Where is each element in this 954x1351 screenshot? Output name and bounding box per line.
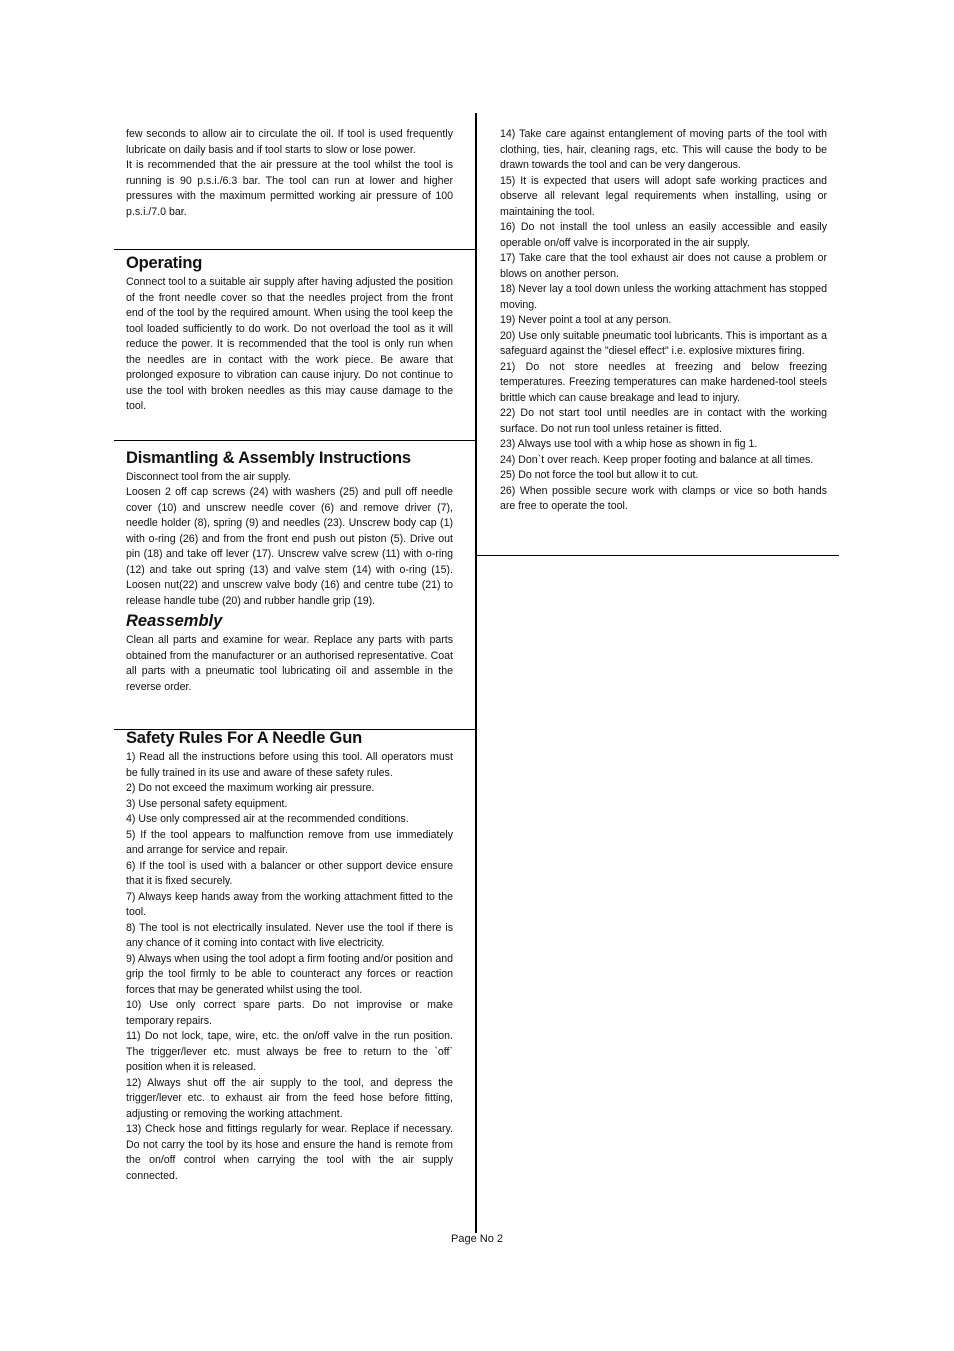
page-number: Page No 2 xyxy=(451,1233,503,1245)
safety-rule: 1) Read all the instructions before using this tool. All operators must be fully trained in its use and aware of these safety rules. xyxy=(126,751,453,779)
safety-rule: 6) If the tool is used with a balancer or other support device ensure that it is fixed securely. xyxy=(126,859,453,887)
safety-rule: 9) Always when using the tool adopt a firm footing and/or position and grip the tool firmly to be able to counteract any forces or reaction forces that may be generated whilst using the tool. xyxy=(126,952,453,996)
operating-section xyxy=(126,253,453,415)
section-heading-safety: Safety Rules For A Needle Gun xyxy=(126,729,362,747)
subheading-reassembly: Reassembly xyxy=(126,612,223,630)
safety-rule: 13) Check hose and fittings regularly for wear. Replace if necessary. Do not carry the tool by its hose and ensure the hand is remote from the on/off control when carrying the tool with the air supply connected. xyxy=(126,1123,453,1182)
dismantling-paragraph: Disconnect tool from the air supply. xyxy=(126,470,291,483)
intro-section xyxy=(126,127,453,220)
safety-rule: 5) If the tool appears to malfunction remove from use immediately and arrange for service and repair. xyxy=(126,828,453,856)
safety-rule: 11) Do not lock, tape, wire, etc. the on/off valve in the run position. The trigger/lever etc. must always be free to return to the `off` position when it is released. xyxy=(126,1030,453,1073)
safety-rule: 24) Don`t over reach. Keep proper footing and balance at all times. xyxy=(500,453,814,466)
intro-paragraph: few seconds to allow air to circulate the oil. If tool is used frequently lubricate on daily basis and if tool starts to slow or lose power. xyxy=(126,128,453,156)
safety-rule: 16) Do not install the tool unless an easily accessible and easily operable on/off valve is incorporated in the air supply. xyxy=(500,221,827,249)
safety-rule: 10) Use only correct spare parts. Do not improvise or make temporary repairs. xyxy=(126,999,453,1027)
safety-rule: 22) Do not start tool until needles are in contact with the working surface. Do not run tool unless retainer is fitted. xyxy=(500,407,827,435)
column-divider xyxy=(475,113,477,1233)
safety-rule: 8) The tool is not electrically insulated. Never use the tool if there is any chance of it coming into contact with live electricity. xyxy=(126,921,453,949)
safety-rule: 26) When possible secure work with clamps or vice so both hands are free to operate the tool. xyxy=(500,484,827,512)
safety-rule: 7) Always keep hands away from the working attachment fitted to the tool. xyxy=(126,890,453,918)
operating-body: Connect tool to a suitable air supply after having adjusted the position of the front needle cover so that the needles project from the front end of the tool by the required amount. When using the tool keep the tool loaded sufficiently to do work. Do not overload the tool as it will reduce the power. It is recommended that the tool is only run when the needles are in contact with the work piece. Be aware that prolonged exposure to vibration can cause injury. Do not continue to use the tool with broken needles as this may cause damage to the tool. xyxy=(126,276,453,412)
safety-rule: 17) Take care that the tool exhaust air does not cause a problem or blows on another person. xyxy=(500,252,827,280)
safety-rule: 23) Always use tool with a whip hose as shown in fig 1. xyxy=(500,438,758,450)
dismantling-section xyxy=(126,448,453,696)
safety-section xyxy=(126,728,453,1184)
safety-rule: 4) Use only compressed air at the recommended conditions. xyxy=(126,813,409,825)
safety-rule: 25) Do not force the tool but allow it to cut. xyxy=(500,469,699,481)
safety-rule: 3) Use personal safety equipment. xyxy=(126,797,288,810)
safety-rule: 2) Do not exceed the maximum working air pressure. xyxy=(126,782,375,794)
intro-paragraph: It is recommended that the air pressure at the tool whilst the tool is running is 90 p.s.i./6.3 bar. The tool can run at lower and higher pressures with the maximum permitted working air pressure of 100 p.s.i./7.0 bar. xyxy=(126,159,453,218)
section-heading-operating: Operating xyxy=(126,254,203,272)
right-column xyxy=(500,127,827,515)
dismantling-paragraph: Loosen 2 off cap screws (24) with washers (25) and pull off needle cover (10) and unscrew needle cover (6) and remove driver (7), needle holder (8), spring (9) and needles (23). Unscrew body cap (1) with o-ring (26) and from the front end push out piston (5). Drive out pin (18) and take off lever (17). Unscrew valve screw (11) with o-ring (12) and take out spring (13) and valve stem (14) with o-ring (15). Loosen nut(22) and unscrew valve body (16) and centre tube (21) to release handle tube (20) and rubber handle grip (19). xyxy=(126,486,453,607)
safety-rule: 18) Never lay a tool down unless the working attachment has stopped moving. xyxy=(500,283,827,311)
section-heading-dismantling: Dismantling & Assembly Instructions xyxy=(126,448,411,467)
safety-rule: 19) Never point a tool at any person. xyxy=(500,314,672,326)
safety-rule: 12) Always shut off the air supply to the tool, and depress the trigger/lever etc. to exhaust air from the feed hose before fitting, adjusting or removing the working attachment. xyxy=(126,1076,453,1120)
safety-rule: 21) Do not store needles at freezing and below freezing temperatures. Freezing temperatures can make hardened-tool steels brittle which can cause breakage and lead to injury. xyxy=(500,360,827,404)
safety-rule: 20) Use only suitable pneumatic tool lubricants. This is important as a safeguard against the "diesel effect" i.e. explosive mixtures firing. xyxy=(500,329,827,357)
left-column xyxy=(126,127,453,1184)
safety-rule: 15) It is expected that users will adopt safe working practices and observe all relevant legal requirements when installing, using or maintaining the tool. xyxy=(500,174,827,218)
safety-rule: 14) Take care against entanglement of moving parts of the tool with clothing, ties, hair, cleaning rags, etc. This will cause the body to be drawn towards the tool and can be very dangerous. xyxy=(500,128,827,171)
section-divider xyxy=(477,555,839,556)
reassembly-body: Clean all parts and examine for wear. Replace any parts with parts obtained from the manufacturer or an authorised representative. Coat all parts with a pneumatic tool lubricating oil and assemble in the reverse order. xyxy=(126,634,453,693)
